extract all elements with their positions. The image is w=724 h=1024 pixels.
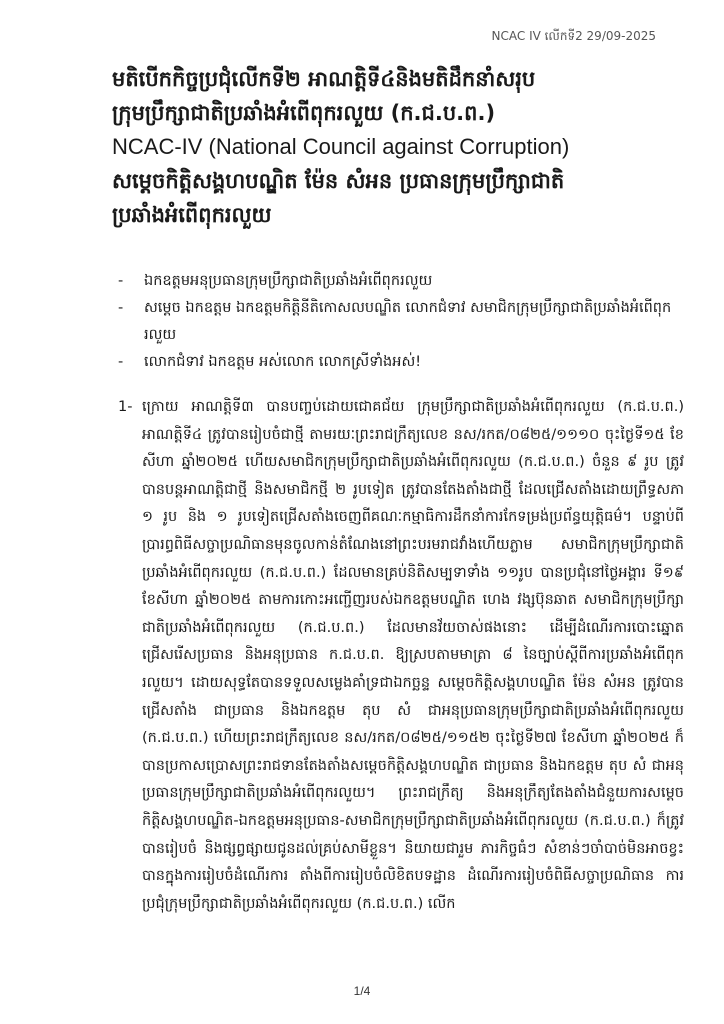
paragraph-text: ក្រោយ អាណត្តិទី៣ បានបញ្ចប់ដោយជោគជ័យ ក្រុមប្រឹក្សាជាតិប្រឆាំងអំពើពុករលួយ (ក.ជ.ប.ព.) អាណត្តិទី៤ ត្រូវបានរៀបចំជាថ្មី តាមរយៈព្រះរាជក្រឹត្យលេខ នស/រកត/០៨២៥/១១១០ ចុះថ្ងៃទី១៥ ខែសីហា ឆ្នាំ២០២៥ ហើយសមាជិកក្រុមប្រឹក្សាជាតិប្រឆាំងអំពើពុករលួយ (ក.ជ.ប.ព.) ចំនួន ៩ រូប ត្រូវបានបន្តអាណត្តិជាថ្មី និងសមាជិកថ្មី ២ រូបទៀត ត្រូវបានតែងតាំងជាថ្មី ដែលជ្រើសតាំងដោយព្រឹទ្ធសភា ១ រូប និង ១ រូបទៀតជ្រើសតាំងចេញពីគណៈកម្មាធិការដឹកនាំការកែទម្រង់ប្រព័ន្ធយុត្តិធម៌។ បន្ទាប់ពីប្រារព្ធពិធីសច្ចាប្រណិធានមុនចូលកាន់តំណែងនៅព្រះបរមរាជវាំងហើយភ្លាម សមាជិកក្រុមប្រឹក្សាជាតិប្រឆាំងអំពើពុករលួយ (ក.ជ.ប.ព.) ដែលមានគ្រប់និតិសម្បទាទាំង ១១រូប បានប្រជុំនៅថ្ងៃអង្គារ ទី១៩ ខែសីហា ឆ្នាំ២០២៥ តាមការកោះអញ្ជើញរបស់ឯកឧត្តមបណ្ឌិត ហេង វង្សប៊ុនឆាត សមាជិកក្រុមប្រឹក្សាជាតិប្រឆាំងអំពើពុករលួយ (ក.ជ.ប.ព.) ដែលមានវ័យចាស់ផងនោះ ដើម្បីដំណើរការបោះឆ្នោតជ្រើសរើសប្រធាន និងអនុប្រធាន ក.ជ.ប.ព. ឱ្យស្របតាមមាត្រា ៨ នៃច្បាប់ស្តីពីការប្រឆាំងអំពើពុករលួយ។ ដោយសុទ្ធតែបានទទួលសម្លេងគាំទ្រជាឯកច្ឆន្ទ សម្តេចកិត្តិសង្គហបណ្ឌិត ម៉ែន សំអន ត្រូវបានជ្រើសតាំង ជាប្រធាន និងឯកឧត្តម តុប សំ ជាអនុប្រធានក្រុមប្រឹក្សាជាតិប្រឆាំងអំពើពុករលួយ (ក.ជ.ប.ព.) ហើយព្រះរាជក្រឹត្យលេខ នស/រកត/០៨២៥/១១៥២ ចុះថ្ងៃទី២៧ ខែសីហា ឆ្នាំ២០២៥ ក៏បានប្រកាសប្រោសព្រះរាជទានតែងតាំងសម្តេចកិត្តិសង្គហបណ្ឌិត ជាប្រធាន និងឯកឧត្តម តុប សំ ជាអនុប្រធានក្រុមប្រឹក្សាជាតិប្រឆាំងអំពើពុករលួយ។ ព្រះរាជក្រឹត្យ និងអនុក្រឹត្យតែងតាំងជំនួយការសម្តេចកិត្តិសង្គហបណ្ឌិត-ឯកឧត្តមអនុប្រធាន-សមាជិកក្រុមប្រឹក្សាជាតិប្រឆាំងអំពើពុករលួយ (ក.ជ.ប.ព.) ក៏ត្រូវបានរៀបចំ និងផ្សព្វផ្សាយជូនដល់គ្រប់សាមីខ្លួន។ និយាយជារួម ភារកិច្ចធំៗ សំខាន់ៗចាំបាច់មិនអាចខ្វះបានក្នុងការរៀបចំដំណើរការ តាំងពីការរៀបចំលិខិតបទដ្ឋាន ដំណើរការរៀបចំពិធីសច្ចាប្រណិធាន ការប្រជុំក្រុមប្រឹក្សាជាតិប្រឆាំងអំពើពុករលួយ (ក.ជ.ប.ព.) លើក: [142, 399, 684, 912]
title-line-2: ក្រុមប្រឹក្សាជាតិប្រឆាំងអំពើពុករលួយ (ក.ជ.ប.ព.): [112, 101, 496, 125]
paragraph-number: 1-: [118, 399, 133, 415]
title-block: [112, 62, 672, 232]
page-number: 1/4: [353, 984, 371, 998]
greeting-list: [118, 268, 678, 376]
title-line-1: មតិបើកកិច្ចប្រជុំលើកទី២ អាណត្តិទី៤និងមតិដឹកនាំសរុប: [112, 67, 536, 91]
greeting-item: - លោកជំទាវ ឯកឧត្តម អស់លោក លោកស្រីទាំងអស់!: [118, 349, 678, 376]
title-line-speaker: សម្តេចកិត្តិសង្គហបណ្ឌិត ម៉ែន សំអន ប្រធានក្រុមប្រឹក្សាជាតិ: [112, 169, 565, 193]
title-line-english: NCAC-IV (National Council against Corruption): [112, 134, 570, 159]
greeting-item: - សម្តេច ឯកឧត្តម ឯកឧត្តមកិត្តិនីតិកោសលបណ្ឌិត លោកជំទាវ សមាជិកក្រុមប្រឹក្សាជាតិប្រឆាំងអំពើពុករលួយ: [118, 295, 678, 349]
document-reference: NCAC IV លើកទី2 29/09-2025: [491, 29, 656, 43]
title-line-speaker-cont: ប្រឆាំងអំពើពុករលួយ: [112, 203, 272, 227]
greeting-item: - ឯកឧត្តមអនុប្រធានក្រុមប្រឹក្សាជាតិប្រឆាំងអំពើពុករលួយ: [118, 268, 678, 295]
